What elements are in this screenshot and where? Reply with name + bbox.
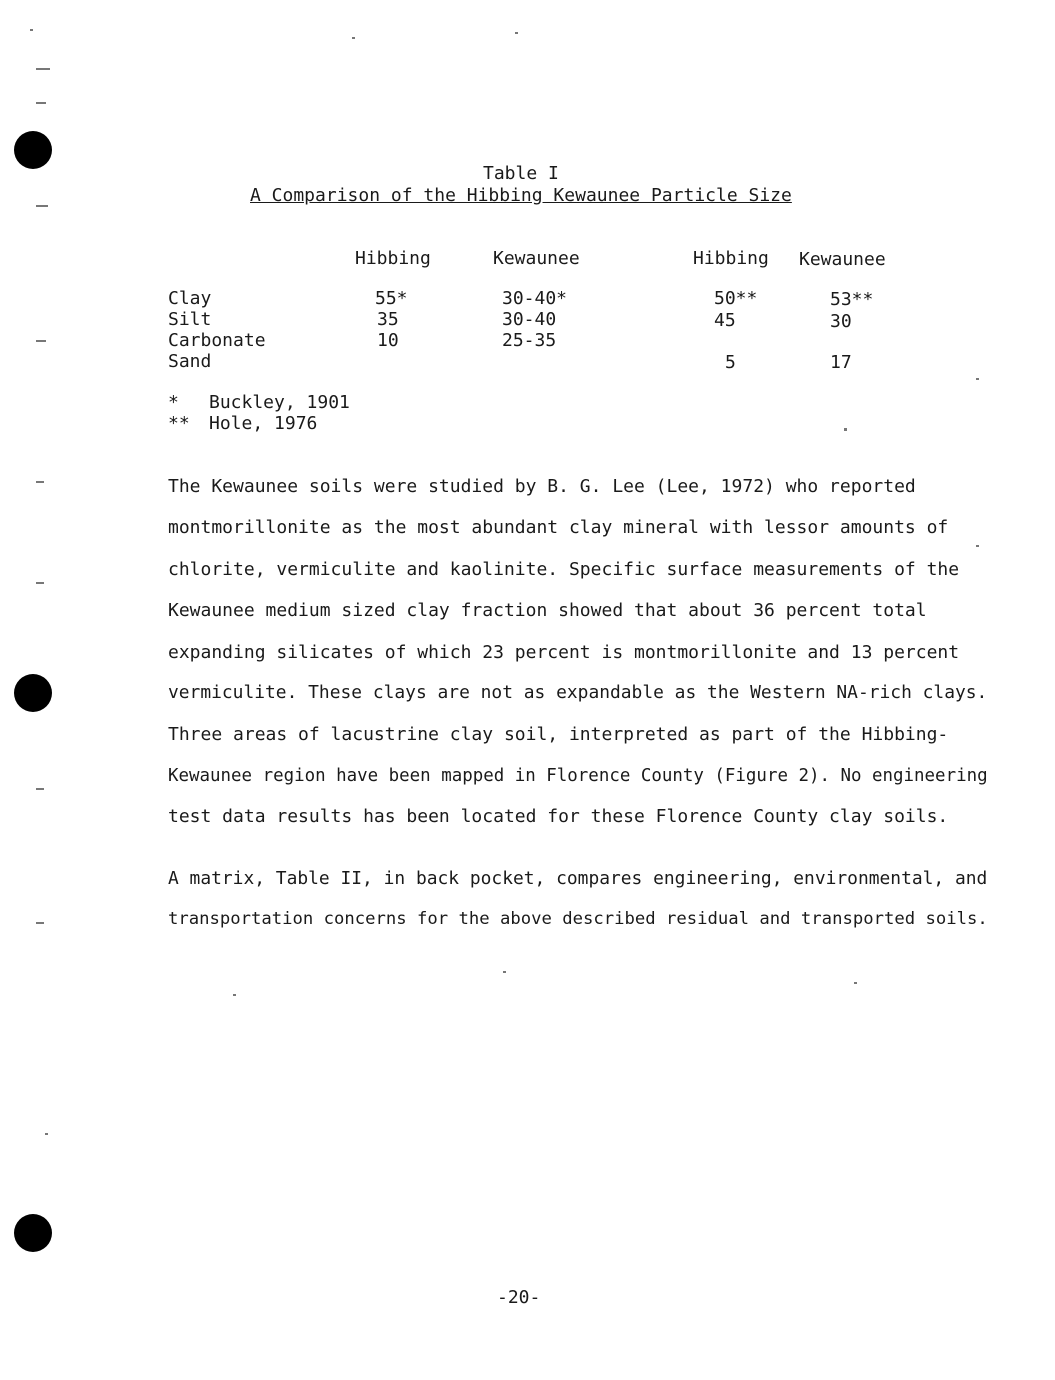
scan-speck [515,32,518,34]
row-label: Clay [168,288,212,309]
paragraph-line: Three areas of lacustrine clay soil, interpreted as part of the Hibbing- [168,724,949,745]
table-cell: 55* [375,288,408,309]
footnote [168,413,317,434]
table-cell: 45 [714,310,736,331]
punch-hole [14,1214,52,1252]
scan-speck [36,205,48,207]
scan-speck [233,994,236,996]
footnote-text: Hole, 1976 [209,413,318,434]
scan-speck [36,340,46,342]
table-cell: 35 [377,309,399,330]
paragraph-line: vermiculite. These clays are not as expandable as the Western NA-rich clays. [168,682,988,703]
punch-hole [14,674,52,712]
scan-speck [30,29,33,31]
scan-speck [36,102,46,104]
scan-speck [45,1133,48,1135]
paragraph-line: expanding silicates of which 23 percent is montmorillonite and 13 percent [168,642,960,663]
column-header: Kewaunee [493,248,580,269]
scan-speck [36,481,44,483]
column-header: Kewaunee [799,249,886,270]
table-cell: 50** [714,288,758,309]
scan-speck [36,582,44,584]
table-cell: 30 [830,311,852,332]
table-subtitle: A Comparison of the Hibbing Kewaunee Particle Size [250,185,792,206]
scan-speck [976,378,979,380]
table-cell: 10 [377,330,399,351]
paragraph-line: Kewaunee medium sized clay fraction showed that about 36 percent total [168,600,927,621]
paragraph-line: transportation concerns for the above described residual and transported soils. [168,909,988,929]
footnote-mark: * [168,392,179,413]
scan-speck [36,788,44,790]
paragraph-line: A matrix, Table II, in back pocket, compares engineering, environmental, and [168,868,988,889]
table-cell: 30-40* [502,288,568,309]
paragraph-line: chlorite, vermiculite and kaolinite. Specific surface measurements of the [168,559,960,580]
scan-speck [976,545,979,547]
table-cell: 5 [725,352,736,373]
footnote-mark: ** [168,413,190,434]
scan-speck [36,68,50,70]
row-label: Silt [168,309,212,330]
footnote-text: Buckley, 1901 [209,392,350,413]
row-label: Carbonate [168,330,266,351]
scan-speck [854,982,857,984]
table-cell: 30-40 [502,309,557,330]
page-number: -20- [497,1287,541,1308]
scan-speck [844,428,847,431]
table-cell: 17 [830,352,852,373]
table-cell: 25-35 [502,330,557,351]
scan-speck [503,971,506,973]
paragraph-line: Kewaunee region have been mapped in Florence County (Figure 2). No engineering [168,766,988,786]
paragraph-line: test data results has been located for these Florence County clay soils. [168,806,949,827]
punch-hole [14,131,52,169]
scan-speck [352,37,355,39]
table-cell: 53** [830,289,874,310]
scan-speck [36,922,44,924]
paragraph-line: The Kewaunee soils were studied by B. G. Lee (Lee, 1972) who reported [168,476,916,497]
row-label: Sand [168,351,212,372]
paragraph-line: montmorillonite as the most abundant clay mineral with lessor amounts of [168,517,949,538]
table-title: Table I [483,163,559,184]
footnote [168,392,350,413]
column-header: Hibbing [693,248,769,269]
column-header: Hibbing [355,248,431,269]
